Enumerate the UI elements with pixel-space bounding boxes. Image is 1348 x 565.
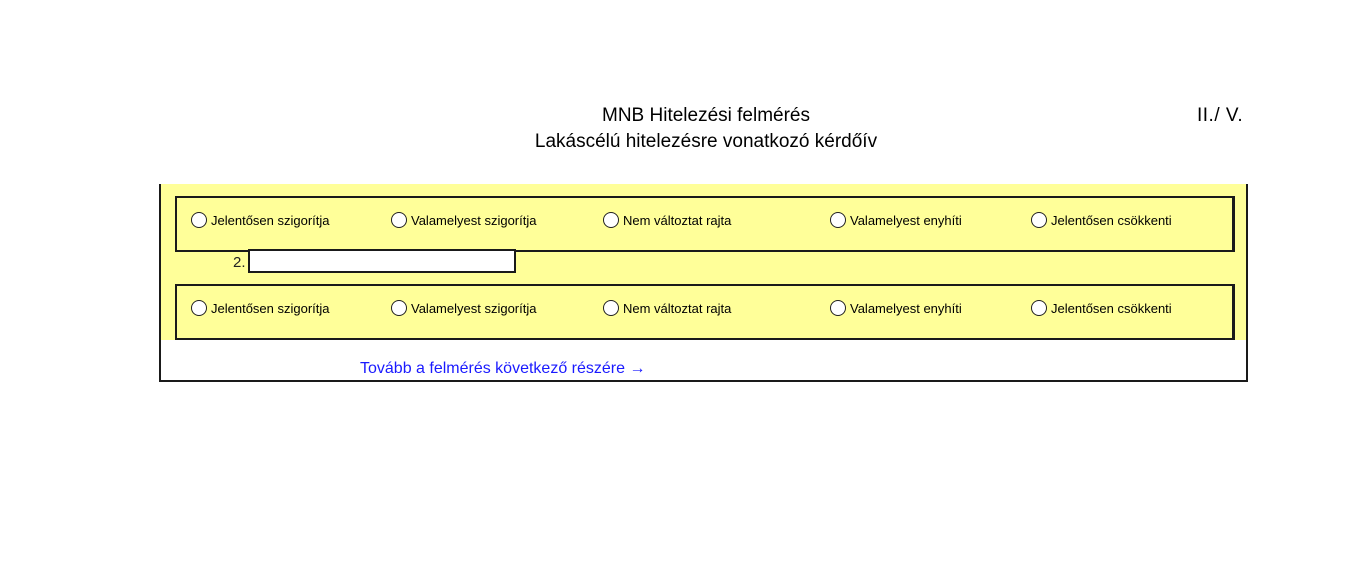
radio-option-significantly-reduce[interactable]	[1031, 212, 1172, 228]
radio-label: Jelentősen szigorítja	[211, 300, 330, 316]
next-section-link[interactable]: Tovább a felmérés következő részére →	[360, 360, 646, 377]
radio-button[interactable]	[1031, 300, 1047, 316]
section-indicator: II./ V.	[1197, 105, 1244, 126]
radio-option-significantly-reduce[interactable]	[1031, 300, 1172, 316]
radio-button[interactable]	[191, 300, 207, 316]
question-panel	[161, 184, 1246, 340]
radio-button[interactable]	[830, 212, 846, 228]
radio-label: Jelentősen csökkenti	[1051, 212, 1172, 228]
radio-label: Jelentősen szigorítja	[211, 212, 330, 228]
radio-label: Valamelyest szigorítja	[411, 300, 537, 316]
radio-label: Valamelyest szigorítja	[411, 212, 537, 228]
radio-label: Jelentősen csökkenti	[1051, 300, 1172, 316]
question-form	[159, 184, 1248, 382]
row-number: 2.	[233, 254, 246, 271]
radio-option-no-change[interactable]	[603, 212, 731, 228]
radio-group-1	[175, 196, 1235, 252]
radio-option-somewhat-ease[interactable]	[830, 300, 962, 316]
radio-label: Valamelyest enyhíti	[850, 212, 962, 228]
radio-button[interactable]	[830, 300, 846, 316]
radio-option-somewhat-tighten[interactable]	[391, 212, 536, 228]
radio-label: Nem változtat rajta	[623, 212, 732, 228]
radio-option-no-change[interactable]	[603, 300, 731, 316]
radio-button[interactable]	[603, 212, 619, 228]
radio-group-2	[175, 284, 1235, 340]
radio-option-significantly-tighten[interactable]	[191, 300, 330, 316]
radio-button[interactable]	[191, 212, 207, 228]
radio-button[interactable]	[391, 300, 407, 316]
radio-option-somewhat-tighten[interactable]	[391, 300, 536, 316]
survey-title: MNB Hitelezési felmérés	[602, 105, 810, 126]
radio-option-somewhat-ease[interactable]	[830, 212, 962, 228]
other-factor-input[interactable]	[248, 249, 516, 273]
survey-subtitle: Lakáscélú hitelezésre vonatkozó kérdőív	[534, 131, 878, 152]
radio-button[interactable]	[391, 212, 407, 228]
radio-button[interactable]	[1031, 212, 1047, 228]
radio-option-significantly-tighten[interactable]	[191, 212, 330, 228]
radio-label: Valamelyest enyhíti	[850, 300, 962, 316]
radio-label: Nem változtat rajta	[623, 300, 732, 316]
radio-button[interactable]	[603, 300, 619, 316]
